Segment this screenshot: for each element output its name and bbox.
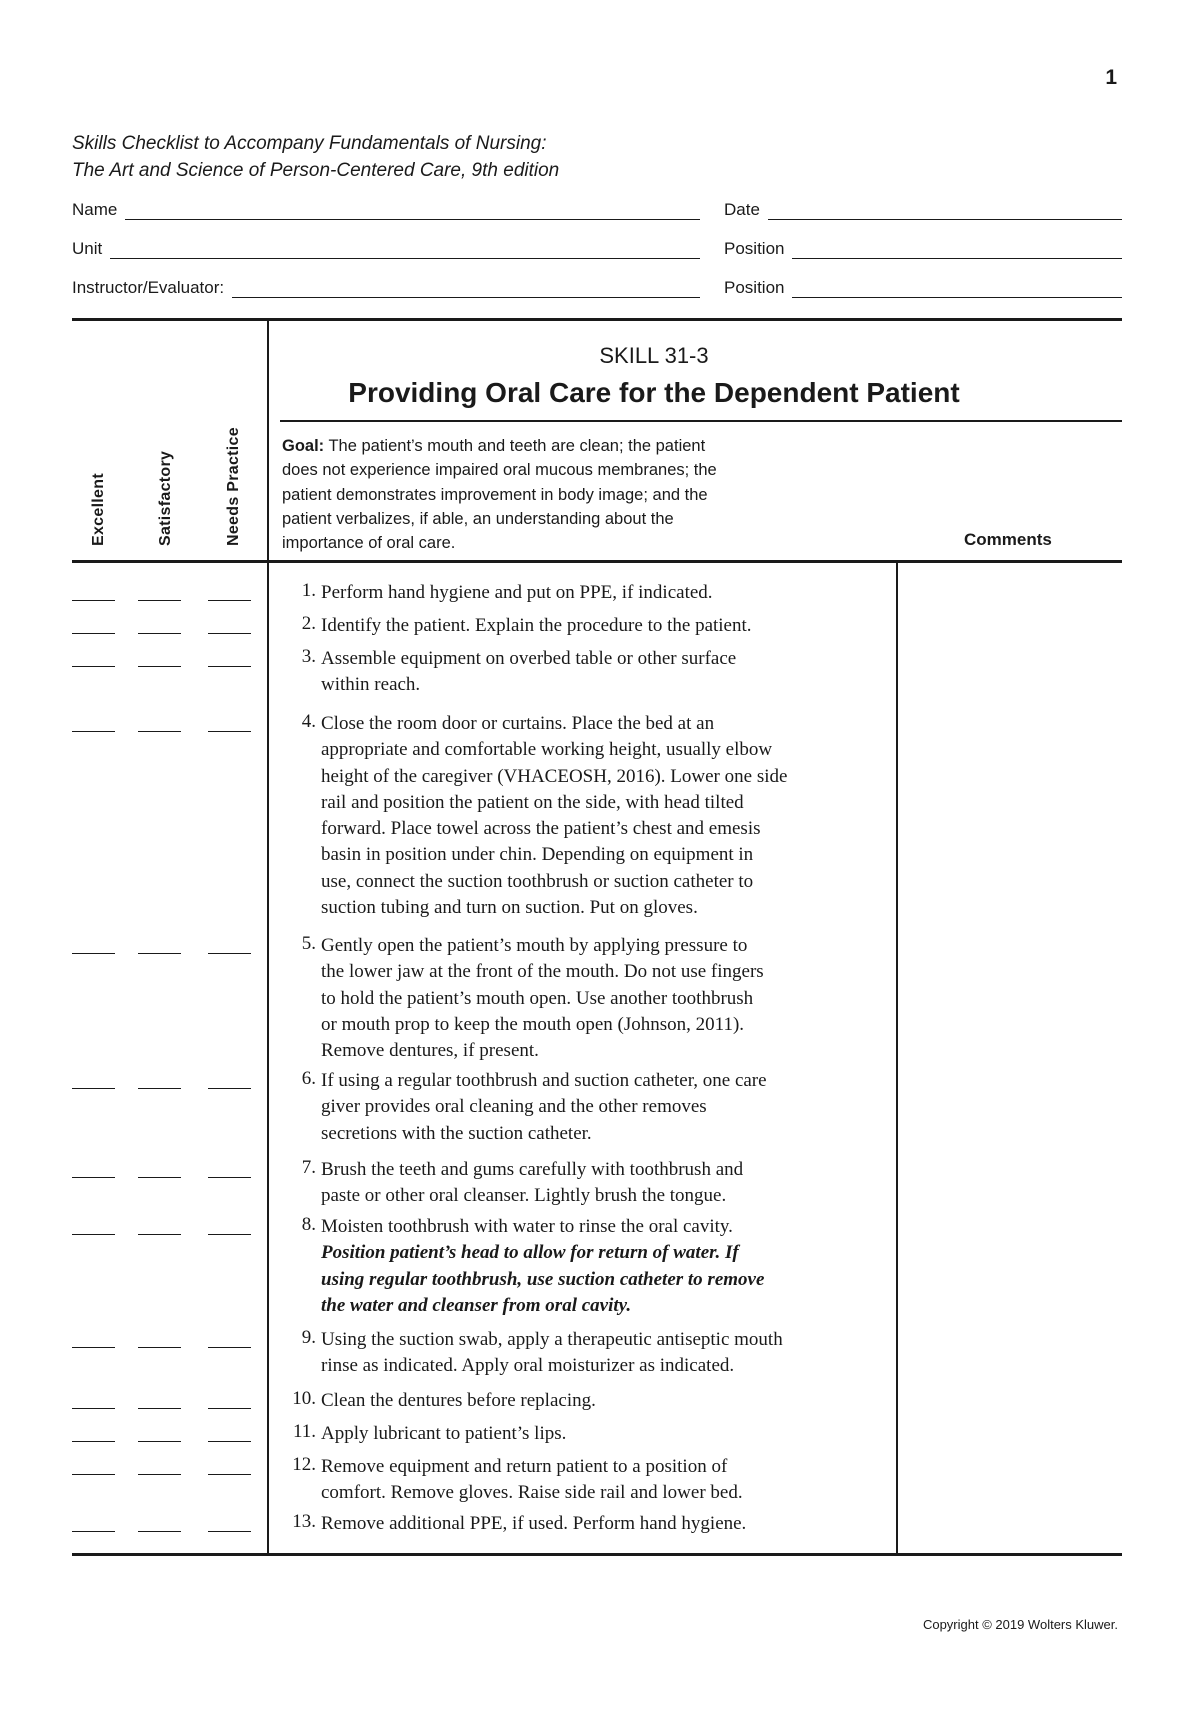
step-line: forward. Place towel across the patient’s chest and emesis	[321, 818, 761, 840]
excellent-blank[interactable]	[72, 1234, 115, 1235]
step-text	[321, 711, 891, 921]
excellent-blank[interactable]	[72, 1531, 115, 1532]
step-text	[321, 613, 891, 639]
date-field[interactable]	[724, 198, 1122, 220]
step-number: 8.	[301, 1214, 316, 1235]
step-number: 4.	[301, 711, 316, 732]
step-text	[321, 1157, 891, 1210]
needs-practice-blank[interactable]	[208, 633, 251, 634]
name-line[interactable]	[125, 203, 700, 220]
goal-line-5: importance of oral care.	[282, 534, 456, 553]
step-emphasis-line: the water and cleanser from oral cavity.	[321, 1294, 632, 1316]
needs-practice-header: Needs Practice	[225, 427, 242, 546]
step-line: Remove additional PPE, if used. Perform hand hygiene.	[321, 1513, 747, 1534]
satisfactory-blank[interactable]	[138, 633, 181, 634]
excellent-blank[interactable]	[72, 953, 115, 954]
satisfactory-blank[interactable]	[138, 1441, 181, 1442]
step-line: Perform hand hygiene and put on PPE, if indicated.	[321, 582, 713, 603]
step-line: suction tubing and turn on suction. Put on gloves.	[321, 897, 698, 919]
step-emphasis-line: using regular toothbrush, use suction catheter to remove	[321, 1268, 765, 1290]
needs-practice-blank[interactable]	[208, 1347, 251, 1348]
step-line: Apply lubricant to patient’s lips.	[321, 1423, 567, 1444]
position-line-2[interactable]	[792, 281, 1122, 298]
page-number: 1	[1105, 66, 1117, 89]
goal-label: Goal:	[282, 437, 325, 455]
step-text	[321, 1214, 891, 1319]
step-text	[321, 580, 891, 606]
title-underline-rule	[280, 420, 1122, 422]
needs-practice-blank[interactable]	[208, 953, 251, 954]
unit-label: Unit	[72, 239, 103, 258]
step-line: within reach.	[321, 674, 421, 696]
step-line: Remove equipment and return patient to a position of	[321, 1456, 728, 1477]
step-line: secretions with the suction catheter.	[321, 1122, 592, 1144]
unit-line[interactable]	[110, 242, 700, 259]
step-line: or mouth prop to keep the mouth open (Johnson, 2011).	[321, 1013, 745, 1035]
excellent-blank[interactable]	[72, 1408, 115, 1409]
step-line: rail and position the patient on the side, with head tilted	[321, 791, 744, 813]
step-line: Assemble equipment on overbed table or other surface	[321, 648, 737, 669]
satisfactory-blank[interactable]	[138, 1234, 181, 1235]
step-line: basin in position under chin. Depending on equipment in	[321, 844, 754, 866]
excellent-blank[interactable]	[72, 600, 115, 601]
excellent-blank[interactable]	[72, 633, 115, 634]
step-line: Identify the patient. Explain the procedure to the patient.	[321, 615, 752, 636]
satisfactory-header: Satisfactory	[157, 450, 174, 546]
goal-line-1: The patient’s mouth and teeth are clean; the patient	[328, 437, 706, 455]
position-field-1[interactable]	[724, 237, 1122, 259]
comments-column-divider	[896, 562, 898, 1554]
satisfactory-blank[interactable]	[138, 600, 181, 601]
step-text	[321, 1327, 891, 1380]
instructor-field[interactable]	[72, 276, 700, 298]
name-field[interactable]	[72, 198, 700, 220]
goal-text	[282, 434, 882, 555]
skill-number: SKILL 31-3	[599, 343, 709, 368]
satisfactory-blank[interactable]	[138, 1088, 181, 1089]
step-number: 6.	[301, 1068, 316, 1089]
step-text	[321, 1454, 891, 1507]
needs-practice-blank[interactable]	[208, 1234, 251, 1235]
skill-title: Providing Oral Care for the Dependent Patient	[348, 377, 960, 408]
needs-practice-blank[interactable]	[208, 1088, 251, 1089]
step-line: appropriate and comfortable working height, usually elbow	[321, 739, 773, 761]
step-number: 3.	[301, 646, 316, 667]
book-title-line-1: Skills Checklist to Accompany Fundamentals of Nursing:	[72, 133, 547, 154]
step-line: Brush the teeth and gums carefully with toothbrush and	[321, 1159, 744, 1180]
step-text	[321, 1421, 891, 1447]
position-field-2[interactable]	[724, 276, 1122, 298]
step-line: use, connect the suction toothbrush or suction catheter to	[321, 870, 754, 892]
satisfactory-blank[interactable]	[138, 953, 181, 954]
excellent-blank[interactable]	[72, 1088, 115, 1089]
date-label: Date	[724, 200, 760, 219]
needs-practice-blank[interactable]	[208, 1408, 251, 1409]
excellent-blank[interactable]	[72, 1177, 115, 1178]
step-line: comfort. Remove gloves. Raise side rail and lower bed.	[321, 1482, 743, 1504]
satisfactory-blank[interactable]	[138, 1177, 181, 1178]
step-number: 13.	[292, 1511, 316, 1532]
step-number: 11.	[292, 1421, 316, 1442]
step-line: giver provides oral cleaning and the other removes	[321, 1096, 707, 1118]
step-line: rinse as indicated. Apply oral moisturizer as indicated.	[321, 1355, 735, 1377]
instructor-line[interactable]	[232, 281, 700, 298]
step-line: to hold the patient’s mouth open. Use another toothbrush	[321, 987, 754, 1009]
step-emphasis-line: Position patient’s head to allow for return of water. If	[321, 1242, 739, 1264]
satisfactory-blank[interactable]	[138, 1474, 181, 1475]
step-line: Close the room door or curtains. Place the bed at an	[321, 713, 715, 734]
position-label-2: Position	[724, 278, 785, 297]
step-number: 1.	[301, 580, 316, 601]
step-line: Gently open the patient’s mouth by applying pressure to	[321, 935, 748, 956]
excellent-blank[interactable]	[72, 1347, 115, 1348]
step-number: 10.	[292, 1388, 316, 1409]
satisfactory-blank[interactable]	[138, 1408, 181, 1409]
excellent-blank[interactable]	[72, 1441, 115, 1442]
step-line: Using the suction swab, apply a therapeutic antiseptic mouth	[321, 1329, 783, 1350]
step-text	[321, 1511, 891, 1537]
position-line-1[interactable]	[792, 242, 1122, 259]
step-number: 7.	[301, 1157, 316, 1178]
date-line[interactable]	[768, 203, 1122, 220]
needs-practice-blank[interactable]	[208, 600, 251, 601]
satisfactory-blank[interactable]	[138, 1531, 181, 1532]
step-line: Moisten toothbrush with water to rinse the oral cavity.	[321, 1216, 733, 1237]
table-top-rule	[72, 318, 1122, 321]
comments-header: Comments	[964, 530, 1052, 549]
needs-practice-blank[interactable]	[208, 1531, 251, 1532]
unit-field[interactable]	[72, 237, 700, 259]
copyright: Copyright © 2019 Wolters Kluwer.	[922, 1617, 1118, 1632]
excellent-header: Excellent	[90, 473, 107, 546]
goal-line-4: patient verbalizes, if able, an understanding about the	[282, 509, 674, 528]
excellent-blank[interactable]	[72, 1474, 115, 1475]
needs-practice-blank[interactable]	[208, 1474, 251, 1475]
book-title-line-2: The Art and Science of Person-Centered Care, 9th edition	[72, 160, 560, 181]
book-title	[72, 130, 559, 184]
excellent-blank[interactable]	[72, 731, 115, 732]
table-bottom-rule	[72, 1553, 1122, 1556]
name-label: Name	[72, 200, 118, 219]
excellent-blank[interactable]	[72, 666, 115, 667]
satisfactory-blank[interactable]	[138, 666, 181, 667]
goal-line-2: does not experience impaired oral mucous membranes; the	[282, 461, 717, 480]
rating-column-divider	[267, 320, 269, 1554]
step-number: 12.	[292, 1454, 316, 1475]
step-line: the lower jaw at the front of the mouth. Do not use fingers	[321, 961, 764, 983]
step-line: If using a regular toothbrush and suction catheter, one care	[321, 1070, 767, 1091]
step-number: 2.	[301, 613, 316, 634]
goal-line-3: patient demonstrates improvement in body image; and the	[282, 485, 708, 504]
satisfactory-blank[interactable]	[138, 731, 181, 732]
step-line: height of the caregiver (VHACEOSH, 2016). Lower one side	[321, 765, 788, 787]
step-text	[321, 646, 891, 699]
step-text	[321, 933, 891, 1064]
step-line: paste or other oral cleanser. Lightly brush the tongue.	[321, 1185, 727, 1207]
step-line: Clean the dentures before replacing.	[321, 1390, 596, 1411]
needs-practice-blank[interactable]	[208, 731, 251, 732]
step-text	[321, 1068, 891, 1147]
instructor-label: Instructor/Evaluator:	[72, 278, 225, 297]
step-text	[321, 1388, 891, 1414]
needs-practice-blank[interactable]	[208, 666, 251, 667]
satisfactory-blank[interactable]	[138, 1347, 181, 1348]
step-number: 9.	[301, 1327, 316, 1348]
needs-practice-blank[interactable]	[208, 1441, 251, 1442]
header-bottom-rule	[72, 560, 1122, 563]
position-label-1: Position	[724, 239, 785, 258]
step-number: 5.	[301, 933, 316, 954]
needs-practice-blank[interactable]	[208, 1177, 251, 1178]
step-line: Remove dentures, if present.	[321, 1040, 539, 1062]
